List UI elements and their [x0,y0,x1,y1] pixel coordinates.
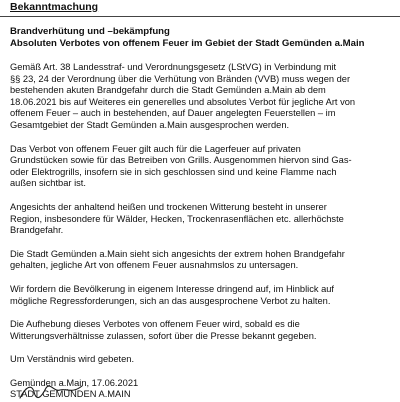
notice-paragraph-3 [10,202,394,237]
paragraph-line: Die Stadt Gemünden a.Main sieht sich angesichts der extrem hohen Brandgefahr [10,248,345,259]
paragraph-line: offenem Feuer – auch in bestehenden, auf Dauer angelegten Feuerstellen – im [10,108,336,119]
paragraph-line: Region, insbesondere für Wälder, Hecken, Trockenrasenflächen etc. allerhöchste [10,213,344,224]
handwritten-signature [16,382,96,402]
paragraph-line: 18.06.2021 bis auf Weiteres ein generelles und absolutes Verbot für jegliche Art von [10,96,356,107]
subject-line-1: Brandverhütung und –bekämpfung [10,26,170,37]
notice-paragraph-6 [10,319,394,342]
notice-paragraph-7 [10,354,394,366]
notice-body [10,62,394,366]
paragraph-line: Das Verbot von offenem Feuer gilt auch für die Lagerfeuer auf privaten [10,143,301,154]
paragraph-line: mögliche Regressforderungen, sich an das ausgesprochene Verbot zu halten. [10,295,331,306]
paragraph-line: Grundstücken sowie für das Betreiben von Grills. Ausgenommen hiervon sind Gas- [10,155,352,166]
notice-heading: Bekanntmachung [0,0,400,17]
paragraph-line: Angesichts der anhaltend heißen und trockenen Witterung besteht in unserer [10,201,327,212]
paragraph-line: Gesamtgebiet der Stadt Gemünden a.Main ausgesprochen werden. [10,119,290,130]
signoff-date: Gemünden a.Main, 17.06.2021 [10,377,139,388]
notice-paragraph-5 [10,284,394,307]
notice-subject [10,26,394,50]
notice-paragraph-4 [10,249,394,272]
paragraph-line: bestehenden akuten Brandgefahr durch die Stadt Gemünden a.Main ab dem [10,85,326,96]
paragraph-line: Um Verständnis wird gebeten. [10,354,135,365]
paragraph-line: gehalten, jegliche Art von offenem Feuer ausnahmslos zu untersagen. [10,260,299,271]
notice-paragraph-2 [10,144,394,190]
paragraph-line: §§ 23, 24 der Verordnung über die Verhütung von Bränden (VVB) muss wegen der [10,73,351,84]
paragraph-line: Wir fordern die Bevölkerung in eigenem Interesse dringend auf, im Hinblick auf [10,283,335,294]
paragraph-line: oder Elektrogrills, insofern sie in sich geschlossen sind und keine Flamme nach [10,166,337,177]
paragraph-line: Die Aufhebung dieses Verbotes von offenem Feuer wird, sobald es die [10,319,300,330]
signoff-authority: STADT GEMÜNDEN A.MAIN [10,389,131,400]
paragraph-line: außen sichtbar ist. [10,178,86,189]
paragraph-line: Gemäß Art. 38 Landesstraf- und Verordnungsgesetz (LStVG) in Verbindung mit [10,62,337,72]
paragraph-line: Brandgefahr. [10,225,64,236]
notice-paragraph-1 [10,62,394,132]
subject-line-2: Absoluten Verbotes von offenem Feuer im Gebiet der Stadt Gemünden a.Main [10,38,365,49]
paragraph-line: Witterungsverhältnisse zulassen, sofort über die Presse bekannt gegeben. [10,330,317,341]
